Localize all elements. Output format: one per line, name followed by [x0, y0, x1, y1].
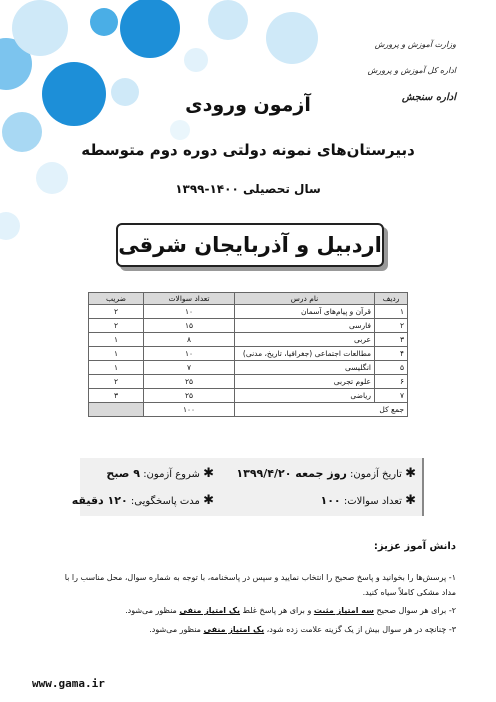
- col-header-subject: نام درس: [235, 293, 375, 305]
- question-count: ۷: [144, 361, 235, 375]
- question-total-label: تعداد سوالات:: [343, 496, 402, 507]
- table-total-row: [89, 403, 408, 417]
- rule-2-text-c: و برای هر پاسخ غلط: [240, 606, 314, 615]
- rule-2-text-e: منظور می‌شود.: [125, 606, 180, 615]
- rule-2-positive: سه امتیاز مثبت: [313, 606, 374, 615]
- blue-bubbles-decoration: [0, 0, 496, 260]
- subject-name: فارسی: [235, 319, 375, 333]
- school-type-title: دبیرستان‌های نمونه دولتی دوره دوم متوسطه: [81, 141, 415, 159]
- question-count: ۸: [144, 333, 235, 347]
- asterisk-icon: ✱: [203, 493, 214, 508]
- school-year: سال تحصیلی ۱۴۰۰-۱۳۹۹: [175, 182, 321, 196]
- question-count: ۲۵: [144, 375, 235, 389]
- exam-date-label: تاریخ آزمون:: [349, 469, 402, 480]
- subject-name: ریاضی: [235, 389, 375, 403]
- footer-url[interactable]: www.gama.ir: [32, 677, 105, 690]
- subject-name: مطالعات اجتماعی (جغرافیا، تاریخ، مدنی): [235, 347, 375, 361]
- answer-duration-label: مدت پاسخگویی:: [130, 496, 200, 507]
- rule-2-text-a: ۲- برای هر سوال صحیح: [373, 606, 456, 615]
- table-row: [89, 361, 408, 375]
- row-number: ۳: [375, 333, 408, 347]
- subjects-table: [88, 292, 408, 417]
- province-banner: اردبیل و آذربایجان شرقی: [116, 223, 384, 267]
- general-office-header: اداره کل آموزش و پرورش: [367, 66, 456, 75]
- subject-name: علوم تجربی: [235, 375, 375, 389]
- rule-1-line-1: ۱- پرسش‌ها را بخوانید و پاسخ صحیح را انتخاب نمایید و سپس در پاسخنامه، با توجه به شماره سوال، محل مناسب را با: [64, 573, 456, 582]
- question-count: ۱۵: [144, 319, 235, 333]
- exam-start-value: ۹ صبح: [106, 467, 140, 480]
- student-greeting: دانش آموز عزیز:: [373, 541, 456, 552]
- exam-date: [236, 466, 416, 481]
- col-header-row: ردیف: [375, 293, 408, 305]
- asterisk-icon: ✱: [203, 466, 214, 481]
- answer-duration: [72, 493, 214, 508]
- exam-title: آزمون ورودی: [185, 94, 311, 116]
- table-row: [89, 305, 408, 319]
- office-header: اداره سنجش: [401, 92, 456, 103]
- row-number: ۶: [375, 375, 408, 389]
- exam-info-box: [71, 458, 424, 516]
- question-total: [320, 493, 416, 508]
- row-number: ۴: [375, 347, 408, 361]
- table-row: [89, 389, 408, 403]
- row-number: ۱: [375, 305, 408, 319]
- coefficient: ۲: [89, 375, 144, 389]
- exam-start: [106, 466, 214, 481]
- question-count: ۱۰: [144, 347, 235, 361]
- col-header-coef: ضریب: [89, 293, 144, 305]
- coefficient: ۱: [89, 333, 144, 347]
- col-header-count: تعداد سوالات: [144, 293, 235, 305]
- total-empty-cell: [89, 403, 144, 417]
- asterisk-icon: ✱: [405, 493, 416, 508]
- rule-1-line-2: مداد مشکی کاملاً سیاه کنید.: [362, 588, 456, 597]
- rule-3: [36, 624, 456, 636]
- coefficient: ۱: [89, 347, 144, 361]
- rule-2: [36, 605, 456, 617]
- table-row: [89, 319, 408, 333]
- coefficient: ۳: [89, 389, 144, 403]
- table-header-row: [89, 293, 408, 305]
- answer-duration-value: ۱۲۰ دقیقه: [71, 494, 128, 507]
- row-number: ۵: [375, 361, 408, 375]
- total-label: جمع کل: [235, 403, 408, 417]
- subject-name: قرآن و پیام‌های آسمان: [235, 305, 375, 319]
- total-count: ۱۰۰: [144, 403, 235, 417]
- table-row: [89, 375, 408, 389]
- rule-3-text-c: منظور می‌شود.: [149, 625, 204, 634]
- rule-2-negative: یک امتیاز منفی: [179, 606, 241, 615]
- coefficient: ۲: [89, 319, 144, 333]
- ministry-header: وزارت آموزش و پرورش: [374, 40, 456, 49]
- subject-name: انگلیسی: [235, 361, 375, 375]
- rule-3-negative: یک امتیاز منفی: [203, 625, 265, 634]
- coefficient: ۱: [89, 361, 144, 375]
- row-number: ۲: [375, 319, 408, 333]
- table-row: [89, 347, 408, 361]
- exam-date-value: روز جمعه ۱۳۹۹/۴/۲۰: [236, 467, 347, 480]
- asterisk-icon: ✱: [405, 466, 416, 481]
- row-number: ۷: [375, 389, 408, 403]
- question-count: ۱۰: [144, 305, 235, 319]
- rule-3-text-a: ۳- چنانچه در هر سوال بیش از یک گزینه علامت زده شود،: [264, 625, 456, 634]
- subject-name: عربی: [235, 333, 375, 347]
- coefficient: ۲: [89, 305, 144, 319]
- question-total-value: ۱۰۰: [320, 494, 341, 507]
- exam-start-label: شروع آزمون:: [143, 469, 200, 480]
- question-count: ۲۵: [144, 389, 235, 403]
- table-row: [89, 333, 408, 347]
